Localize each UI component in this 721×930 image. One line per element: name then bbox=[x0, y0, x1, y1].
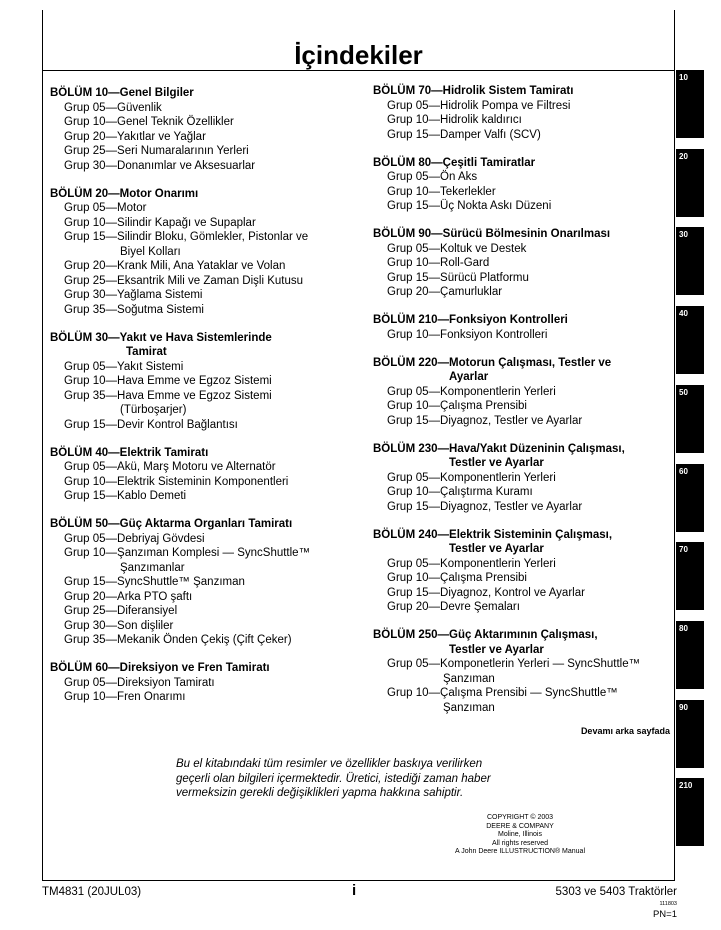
continued-note: Devamı arka sayfada bbox=[580, 726, 670, 736]
group-entry[interactable] bbox=[373, 586, 663, 601]
section-tab[interactable]: 10 bbox=[676, 70, 704, 138]
toc-section bbox=[373, 356, 663, 429]
disclaimer bbox=[176, 757, 556, 801]
group-entry-text: Grup 30—Son dişliler bbox=[64, 619, 174, 632]
group-entry[interactable] bbox=[373, 600, 663, 615]
group-entry[interactable] bbox=[50, 360, 340, 375]
toc-section bbox=[373, 227, 663, 300]
section-tab[interactable]: 70 bbox=[676, 542, 704, 610]
group-entry[interactable] bbox=[373, 242, 663, 257]
group-entry-text: Grup 15—Sürücü Platformu bbox=[387, 271, 529, 284]
group-entry-text: Grup 05—Komponentlerin Yerleri bbox=[387, 471, 556, 484]
group-entry-text: Grup 10—Çalıştırma Kuramı bbox=[387, 486, 533, 498]
section-tab[interactable]: 60 bbox=[676, 464, 704, 532]
group-entry[interactable] bbox=[50, 288, 340, 303]
section-heading-text: BÖLÜM 90—Sürücü Bölmesinin Onarılması bbox=[373, 228, 611, 240]
group-entry-text: Grup 05—Debriyaj Gövdesi bbox=[64, 532, 205, 545]
toc-section bbox=[373, 156, 663, 214]
toc-left-column bbox=[50, 86, 340, 718]
disclaimer-line: Bu el kitabındaki tüm resimler ve özellikler baskıya verilirken bbox=[176, 758, 483, 770]
title-box bbox=[42, 10, 675, 70]
toc-section bbox=[373, 528, 663, 615]
section-tab[interactable]: 210 bbox=[676, 778, 704, 846]
section-heading-text: BÖLÜM 70—Hidrolik Sistem Tamiratı bbox=[373, 85, 574, 97]
section-heading-text: BÖLÜM 30—Yakıt ve Hava Sistemlerinde bbox=[50, 331, 272, 344]
group-entry-text: Grup 25—Diferansiyel bbox=[64, 605, 178, 617]
group-entry-text: Grup 10—Şanzıman Komplesi — SyncShuttle™ bbox=[64, 547, 311, 559]
group-entry[interactable] bbox=[50, 259, 340, 274]
footer-manual-id: TM4831 (20JUL03) bbox=[42, 886, 142, 898]
group-entry-text: Grup 15—Devir Kontrol Bağlantısı bbox=[64, 418, 238, 431]
section-heading-text: BÖLÜM 230—Hava/Yakıt Düzeninin Çalışması, bbox=[373, 442, 625, 455]
group-entry[interactable] bbox=[50, 274, 340, 289]
group-entry[interactable] bbox=[50, 130, 340, 145]
group-entry[interactable] bbox=[373, 113, 663, 128]
group-entry[interactable] bbox=[50, 532, 340, 547]
group-entry[interactable] bbox=[50, 303, 340, 318]
group-entry-text: Grup 10—Çalışma Prensibi — SyncShuttle™ bbox=[387, 687, 618, 699]
group-entry-text: Grup 20—Devre Şemaları bbox=[387, 601, 520, 613]
group-entry[interactable] bbox=[373, 271, 663, 286]
group-entry-text: Grup 05—Yakıt Sistemi bbox=[64, 360, 184, 373]
copyright-line: A John Deere ILLUSTRUCTION® Manual bbox=[454, 848, 586, 855]
group-entry[interactable] bbox=[373, 128, 663, 143]
group-entry-text: Şanzıman bbox=[443, 701, 495, 714]
section-heading-text: Testler ve Ayarlar bbox=[449, 457, 544, 469]
toc-right-column bbox=[373, 84, 663, 729]
group-entry-text: Grup 05—Komponetlerin Yerleri — SyncShuttle™ bbox=[387, 658, 641, 670]
group-entry[interactable] bbox=[373, 485, 663, 500]
section-heading-text: BÖLÜM 40—Elektrik Tamiratı bbox=[50, 446, 209, 459]
group-entry[interactable] bbox=[50, 633, 340, 648]
group-entry-text: Grup 15—Diyagnoz, Testler ve Ayarlar bbox=[387, 414, 583, 427]
section-tab[interactable]: 80 bbox=[676, 621, 704, 689]
section-heading[interactable] bbox=[50, 86, 340, 101]
group-entry[interactable] bbox=[50, 546, 340, 575]
group-entry-text: Grup 20—Krank Mili, Ana Yataklar ve Volan bbox=[64, 260, 286, 272]
group-entry[interactable] bbox=[50, 159, 340, 174]
toc-section bbox=[373, 313, 663, 342]
group-entry-text: Grup 10—Tekerlekler bbox=[387, 185, 496, 198]
group-entry-text: Grup 10—Genel Teknik Özellikler bbox=[64, 116, 234, 128]
group-entry[interactable] bbox=[373, 99, 663, 114]
group-entry-text: Grup 25—Seri Numaralarının Yerleri bbox=[64, 145, 249, 157]
section-heading-text: BÖLÜM 50—Güç Aktarma Organları Tamiratı bbox=[50, 518, 293, 530]
group-entry[interactable] bbox=[373, 471, 663, 486]
group-entry-text: Grup 15—SyncShuttle™ Şanzıman bbox=[64, 576, 245, 588]
group-entry[interactable] bbox=[50, 676, 340, 691]
group-entry-text: Grup 15—Diyagnoz, Kontrol ve Ayarlar bbox=[387, 586, 585, 599]
group-entry[interactable] bbox=[373, 500, 663, 515]
section-heading[interactable] bbox=[50, 661, 340, 676]
section-heading[interactable] bbox=[373, 356, 663, 385]
group-entry[interactable] bbox=[373, 686, 663, 715]
disclaimer-line: geçerli olan bilgileri içermektedir. Üretici, istediği zaman haber bbox=[176, 772, 491, 785]
section-tab[interactable]: 90 bbox=[676, 700, 704, 768]
section-heading[interactable] bbox=[373, 84, 663, 99]
group-entry[interactable] bbox=[373, 414, 663, 429]
section-heading[interactable] bbox=[373, 313, 663, 328]
section-heading-text: BÖLÜM 80—Çeşitli Tamiratlar bbox=[373, 156, 536, 169]
group-entry[interactable] bbox=[50, 690, 340, 705]
group-entry-text: Grup 05—Komponentlerin Yerleri bbox=[387, 557, 556, 570]
group-entry[interactable] bbox=[373, 256, 663, 271]
group-entry[interactable] bbox=[50, 230, 340, 259]
section-heading[interactable] bbox=[373, 528, 663, 557]
group-entry-text: Şanzımanlar bbox=[120, 561, 185, 574]
group-entry-text: Grup 35—Mekanik Önden Çekiş (Çift Çeker) bbox=[64, 634, 292, 646]
group-entry[interactable] bbox=[373, 399, 663, 414]
toc-section bbox=[50, 446, 340, 504]
section-heading[interactable] bbox=[373, 442, 663, 471]
group-entry-text: Grup 15—Silindir Bloku, Gömlekler, Pistonlar ve bbox=[64, 231, 309, 243]
group-entry-text: Grup 05—Direksiyon Tamiratı bbox=[64, 676, 215, 689]
section-tab[interactable]: 30 bbox=[676, 227, 704, 295]
group-entry-text: Grup 15—Kablo Demeti bbox=[64, 490, 187, 502]
toc-section bbox=[373, 442, 663, 515]
section-tab[interactable]: 40 bbox=[676, 306, 704, 374]
group-entry-text: Grup 05—Ön Aks bbox=[387, 171, 478, 183]
section-heading-text: BÖLÜM 210—Fonksiyon Kontrolleri bbox=[373, 314, 568, 326]
group-entry[interactable] bbox=[50, 201, 340, 216]
toc-section bbox=[373, 84, 663, 142]
section-heading-text: Testler ve Ayarlar bbox=[449, 543, 544, 555]
section-heading[interactable] bbox=[50, 446, 340, 461]
group-entry-text: Grup 25—Eksantrik Mili ve Zaman Dişli Kutusu bbox=[64, 274, 304, 287]
group-entry-text: Grup 05—Akü, Marş Motoru ve Alternatör bbox=[64, 461, 276, 473]
footer-product: 5303 ve 5403 Traktörler bbox=[555, 886, 677, 898]
toc-section bbox=[50, 86, 340, 173]
section-heading[interactable] bbox=[50, 187, 340, 202]
group-entry[interactable] bbox=[373, 170, 663, 185]
group-entry-text: Grup 05—Koltuk ve Destek bbox=[387, 242, 527, 255]
disclaimer-line: vermeksizin gerekli değişiklikleri yapma hakkına sahiptir. bbox=[176, 787, 464, 799]
group-entry-text: Grup 10—Çalışma Prensibi bbox=[387, 572, 527, 584]
group-entry-text: Grup 35—Soğutma Sistemi bbox=[64, 303, 204, 316]
section-heading-text: Ayarlar bbox=[449, 371, 489, 383]
group-entry-text: Grup 20—Yakıtlar ve Yağlar bbox=[64, 130, 206, 143]
page-title: İçindekiler bbox=[294, 40, 423, 70]
section-heading-text: BÖLÜM 250—Güç Aktarımının Çalışması, bbox=[373, 629, 598, 641]
copyright-line: Moline, Illinois bbox=[498, 831, 542, 838]
toc-section bbox=[50, 331, 340, 433]
section-heading[interactable] bbox=[50, 331, 340, 360]
section-heading-text: Tamirat bbox=[126, 346, 167, 358]
group-entry[interactable] bbox=[50, 389, 340, 418]
group-entry[interactable] bbox=[50, 489, 340, 504]
group-entry-text: Grup 10—Roll-Gard bbox=[387, 257, 490, 269]
copyright-block bbox=[420, 814, 620, 857]
group-entry-text: Grup 05—Güvenlik bbox=[64, 101, 162, 114]
section-heading[interactable] bbox=[50, 517, 340, 532]
toc-section bbox=[373, 628, 663, 715]
group-entry-text: Grup 15—Damper Valfı (SCV) bbox=[387, 128, 541, 141]
footer-code: 111803 bbox=[659, 901, 677, 907]
group-entry[interactable] bbox=[50, 418, 340, 433]
group-entry[interactable] bbox=[50, 590, 340, 605]
group-entry-text: Grup 10—Fren Onarımı bbox=[64, 691, 186, 703]
group-entry-text: Grup 05—Motor bbox=[64, 202, 147, 214]
group-entry[interactable] bbox=[50, 144, 340, 159]
group-entry-text: Grup 30—Donanımlar ve Aksesuarlar bbox=[64, 159, 256, 172]
group-entry-text: Grup 10—Elektrik Sisteminin Komponentleri bbox=[64, 475, 289, 488]
group-entry[interactable] bbox=[373, 199, 663, 214]
group-entry[interactable] bbox=[50, 216, 340, 231]
group-entry[interactable] bbox=[373, 571, 663, 586]
group-entry[interactable] bbox=[50, 374, 340, 389]
section-heading-text: Testler ve Ayarlar bbox=[449, 643, 544, 656]
group-entry-text: Grup 05—Hidrolik Pompa ve Filtresi bbox=[387, 99, 571, 112]
section-heading[interactable] bbox=[373, 227, 663, 242]
group-entry-text: Grup 10—Silindir Kapağı ve Supaplar bbox=[64, 216, 256, 229]
group-entry[interactable] bbox=[50, 575, 340, 590]
group-entry[interactable] bbox=[373, 557, 663, 572]
group-entry-text: Grup 10—Hidrolik kaldırıcı bbox=[387, 114, 522, 126]
group-entry-text: Biyel Kolları bbox=[120, 245, 181, 258]
group-entry[interactable] bbox=[373, 385, 663, 400]
section-heading-text: BÖLÜM 220—Motorun Çalışması, Testler ve bbox=[373, 356, 612, 369]
group-entry-text: Grup 20—Çamurluklar bbox=[387, 286, 503, 298]
group-entry-text: Şanzıman bbox=[443, 672, 495, 685]
toc-section bbox=[50, 517, 340, 648]
group-entry-text: Grup 05—Komponentlerin Yerleri bbox=[387, 385, 556, 398]
group-entry-text: Grup 10—Fonksiyon Kontrolleri bbox=[387, 328, 548, 341]
group-entry[interactable] bbox=[50, 115, 340, 130]
footer-pn: PN=1 bbox=[652, 909, 677, 920]
group-entry[interactable] bbox=[373, 657, 663, 686]
group-entry-text: Grup 15—Diyagnoz, Testler ve Ayarlar bbox=[387, 500, 583, 513]
group-entry[interactable] bbox=[373, 285, 663, 300]
group-entry[interactable] bbox=[50, 619, 340, 634]
footer-page-number: i bbox=[352, 882, 357, 899]
copyright-line: All rights reserved bbox=[491, 839, 549, 847]
section-heading-text: BÖLÜM 60—Direksiyon ve Fren Tamiratı bbox=[50, 662, 270, 674]
group-entry-text: Grup 10—Hava Emme ve Egzoz Sistemi bbox=[64, 375, 272, 387]
group-entry[interactable] bbox=[373, 185, 663, 200]
section-heading-text: BÖLÜM 10—Genel Bilgiler bbox=[50, 87, 194, 99]
group-entry[interactable] bbox=[50, 604, 340, 619]
group-entry-text: Grup 15—Üç Nokta Askı Düzeni bbox=[387, 200, 552, 212]
group-entry[interactable] bbox=[50, 475, 340, 490]
section-heading-text: BÖLÜM 20—Motor Onarımı bbox=[50, 187, 199, 200]
section-tab[interactable]: 50 bbox=[676, 385, 704, 453]
group-entry[interactable] bbox=[373, 328, 663, 343]
copyright-line: DEERE & COMPANY bbox=[486, 822, 554, 830]
group-entry-text: (Türboşarjer) bbox=[120, 404, 187, 416]
group-entry[interactable] bbox=[50, 101, 340, 116]
group-entry-text: Grup 20—Arka PTO şaftı bbox=[64, 590, 193, 603]
section-heading-text: BÖLÜM 240—Elektrik Sisteminin Çalışması, bbox=[373, 528, 613, 541]
toc-section bbox=[50, 187, 340, 318]
group-entry-text: Grup 10—Çalışma Prensibi bbox=[387, 400, 527, 412]
section-heading[interactable] bbox=[373, 628, 663, 657]
copyright-line: COPYRIGHT © 2003 bbox=[486, 814, 554, 821]
group-entry[interactable] bbox=[50, 460, 340, 475]
toc-section bbox=[50, 661, 340, 705]
group-entry-text: Grup 35—Hava Emme ve Egzoz Sistemi bbox=[64, 389, 272, 402]
group-entry-text: Grup 30—Yağlama Sistemi bbox=[64, 289, 203, 301]
section-tab[interactable]: 20 bbox=[676, 149, 704, 217]
section-heading[interactable] bbox=[373, 156, 663, 171]
